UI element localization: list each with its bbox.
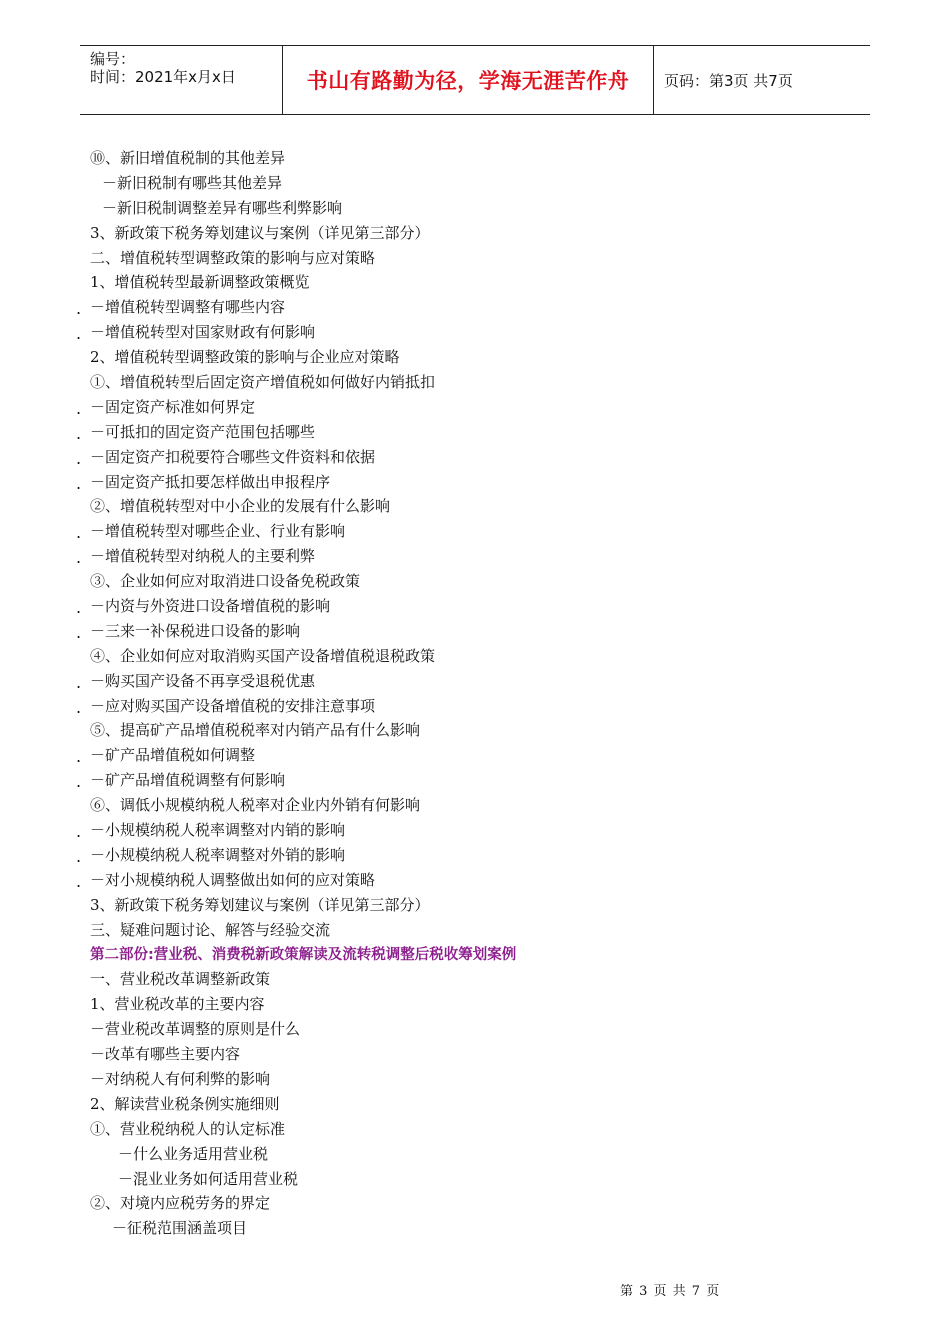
document-number-label: 编号： xyxy=(90,50,136,68)
outline-line: ⑩、新旧增值税制的其他差异 xyxy=(90,149,286,167)
page-indicator: 页码：第3页 共7页 xyxy=(664,71,793,90)
outline-line: . －小规模纳税人税率调整对外销的影响 xyxy=(90,843,850,868)
outline-line: . －可抵扣的固定资产范围包括哪些 xyxy=(90,420,850,445)
outline-line: 1、增值税转型最新调整政策概览 xyxy=(90,273,310,292)
outline-line: 一、营业税改革调整新政策 xyxy=(90,970,271,989)
page-footer: 第 3 页 共 7 页 xyxy=(620,1284,721,1299)
outline-line: . －购买国产设备不再享受退税优惠 xyxy=(90,669,850,694)
outline-line: ④、企业如何应对取消购买国产设备增值税退税政策 xyxy=(90,646,436,665)
outline-line: . －应对购买国产设备增值税的安排注意事项 xyxy=(90,694,850,719)
outline-line: . －对小规模纳税人调整做出如何的应对策略 xyxy=(90,868,850,893)
outline-line: －征税范围涵盖项目 xyxy=(112,1219,248,1238)
outline-line: . －矿产品增值税如何调整 xyxy=(90,743,850,768)
outline-line: . －增值税转型对哪些企业、行业有影响 xyxy=(90,519,850,544)
outline-line: 3、新政策下税务筹划建议与案例（详见第三部分） xyxy=(90,223,430,242)
header-page-cell xyxy=(654,46,870,114)
document-date: 时间：2021年x月x日 xyxy=(90,68,236,86)
outline-line: . －增值税转型对国家财政有何影响 xyxy=(90,320,850,345)
outline-line: ③、企业如何应对取消进口设备免税政策 xyxy=(90,572,361,591)
section-heading: 第二部份:营业税、消费税新政策解读及流转税调整后税收筹划案例 xyxy=(90,946,517,963)
outline-line: －改革有哪些主要内容 xyxy=(90,1045,241,1064)
outline-line: 三、疑难问题讨论、解答与经验交流 xyxy=(90,920,331,939)
outline-line: －对纳税人有何利弊的影响 xyxy=(90,1069,271,1088)
outline-line: ①、营业税纳税人的认定标准 xyxy=(90,1119,286,1138)
outline-line: . －增值税转型对纳税人的主要利弊 xyxy=(90,544,850,569)
outline-line: ②、对境内应税劳务的界定 xyxy=(90,1194,271,1213)
page-header xyxy=(80,45,870,115)
outline-line: 2、增值税转型调整政策的影响与企业应对策略 xyxy=(90,348,400,367)
outline-line: . －固定资产抵扣要怎样做出申报程序 xyxy=(90,470,850,495)
outline-line: . －固定资产标准如何界定 xyxy=(90,395,850,420)
header-motto-cell xyxy=(282,46,654,114)
outline-line: . －矿产品增值税调整有何影响 xyxy=(90,768,850,793)
outline-line: ⑤、提高矿产品增值税税率对内销产品有什么影响 xyxy=(90,721,421,740)
outline-line: . －三来一补保税进口设备的影响 xyxy=(90,619,850,644)
outline-line: 2、解读营业税条例实施细则 xyxy=(90,1094,280,1113)
outline-line: . －增值税转型调整有哪些内容 xyxy=(90,295,850,320)
document-body xyxy=(90,146,850,1241)
outline-line: . －内资与外资进口设备增值税的影响 xyxy=(90,594,850,619)
outline-line: 二、增值税转型调整政策的影响与应对策略 xyxy=(90,248,376,267)
outline-line: ②、增值税转型对中小企业的发展有什么影响 xyxy=(90,497,391,516)
outline-line: ⑥、调低小规模纳税人税率对企业内外销有何影响 xyxy=(90,796,421,815)
outline-line: －什么业务适用营业税 xyxy=(118,1144,269,1163)
outline-line: . －小规模纳税人税率调整对内销的影响 xyxy=(90,818,850,843)
outline-line: . －固定资产扣税要符合哪些文件资料和依据 xyxy=(90,445,850,470)
outline-line: 1、营业税改革的主要内容 xyxy=(90,995,265,1014)
outline-line: －混业业务如何适用营业税 xyxy=(118,1169,299,1188)
motto-text: 书山有路勤为径，学海无涯苦作舟 xyxy=(306,69,630,93)
outline-line: －新旧税制调整差异有哪些利弊影响 xyxy=(102,198,343,217)
outline-line: －新旧税制有哪些其他差异 xyxy=(102,173,283,192)
outline-line: ①、增值税转型后固定资产增值税如何做好内销抵扣 xyxy=(90,373,436,392)
header-info-cell xyxy=(80,46,282,114)
outline-line: 3、新政策下税务筹划建议与案例（详见第三部分） xyxy=(90,895,430,914)
outline-line: －营业税改革调整的原则是什么 xyxy=(90,1020,301,1039)
